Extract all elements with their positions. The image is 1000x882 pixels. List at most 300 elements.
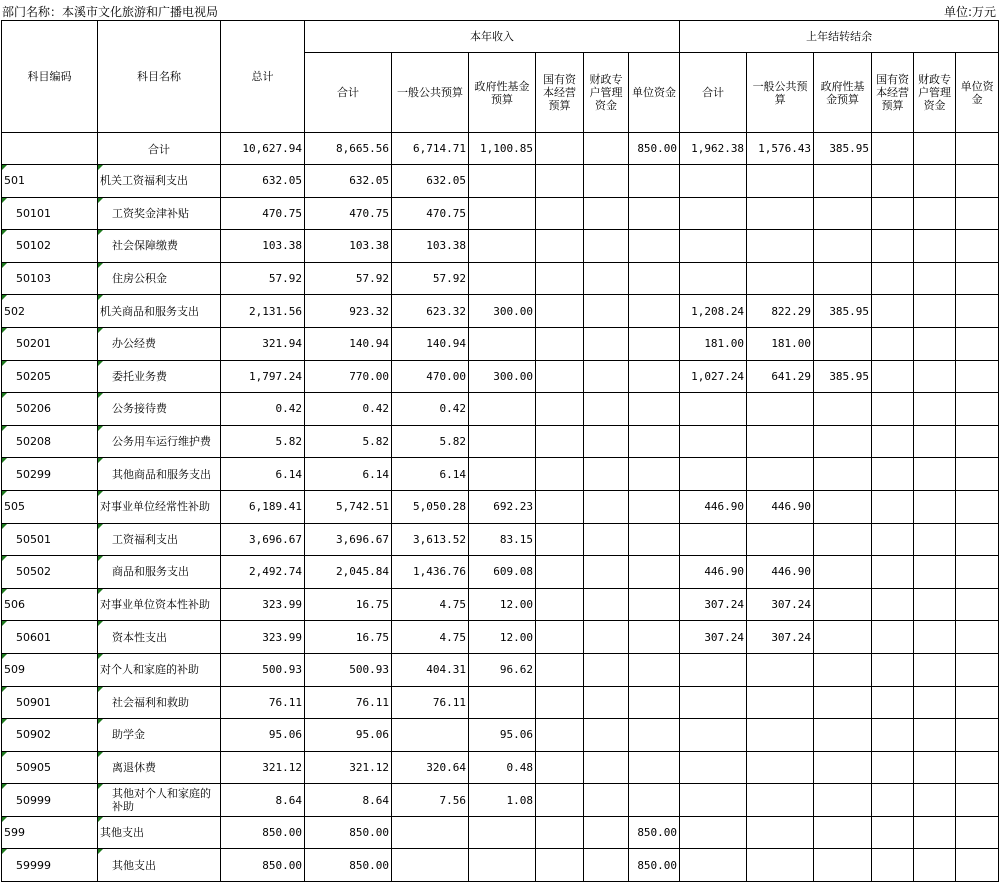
amount-cell <box>536 686 584 719</box>
amount-cell: 446.90 <box>747 556 814 589</box>
amount-cell: 320.64 <box>392 751 469 784</box>
amount-cell <box>914 751 956 784</box>
subject-code <box>2 849 98 882</box>
amount-cell <box>584 816 629 849</box>
amount-cell: 76.11 <box>392 686 469 719</box>
amount-cell <box>680 458 747 491</box>
amount-cell <box>814 197 872 230</box>
amount-cell: 96.62 <box>469 653 536 686</box>
subject-name <box>98 393 221 426</box>
subject-name-text: 公务接待费 <box>112 402 167 416</box>
total-row <box>2 133 999 165</box>
amount-cell: 923.32 <box>305 295 392 328</box>
amount-cell <box>872 165 914 198</box>
amount-cell <box>584 425 629 458</box>
subject-name <box>98 327 221 360</box>
amount-cell <box>680 816 747 849</box>
amount-cell <box>872 393 914 426</box>
amount-cell <box>814 230 872 263</box>
amount-cell <box>747 816 814 849</box>
amount-cell <box>956 751 999 784</box>
amount-cell <box>680 425 747 458</box>
subject-name <box>98 653 221 686</box>
amount-cell <box>536 816 584 849</box>
amount-cell <box>536 784 584 817</box>
subject-code <box>2 295 98 328</box>
amount-cell <box>584 458 629 491</box>
cell-marker-icon <box>98 393 103 398</box>
amount-cell <box>469 230 536 263</box>
amount-cell: 57.92 <box>221 262 305 295</box>
cell-marker-icon <box>98 589 103 594</box>
total-value: 850.00 <box>629 133 680 165</box>
amount-cell <box>814 784 872 817</box>
subject-code-text: 505 <box>4 500 25 514</box>
amount-cell: 5.82 <box>221 425 305 458</box>
cell-marker-icon <box>98 817 103 822</box>
amount-cell <box>872 490 914 523</box>
subject-name-text: 商品和服务支出 <box>112 565 189 579</box>
subject-code <box>2 784 98 817</box>
amount-cell <box>956 523 999 556</box>
amount-cell <box>747 849 814 882</box>
amount-cell: 16.75 <box>305 621 392 654</box>
amount-cell <box>536 588 584 621</box>
amount-cell: 850.00 <box>305 849 392 882</box>
amount-cell <box>536 653 584 686</box>
table-row <box>2 719 999 752</box>
amount-cell: 3,696.67 <box>305 523 392 556</box>
subject-name <box>98 784 221 817</box>
amount-cell <box>629 751 680 784</box>
amount-cell <box>680 523 747 556</box>
subject-name <box>98 686 221 719</box>
amount-cell: 7.56 <box>392 784 469 817</box>
amount-cell <box>872 816 914 849</box>
amount-cell <box>872 425 914 458</box>
subject-name <box>98 556 221 589</box>
table-row <box>2 849 999 882</box>
cell-marker-icon <box>2 687 7 692</box>
cell-marker-icon <box>2 556 7 561</box>
amount-cell <box>536 295 584 328</box>
amount-cell: 850.00 <box>221 849 305 882</box>
amount-cell: 321.94 <box>221 327 305 360</box>
cell-marker-icon <box>98 361 103 366</box>
report-header <box>0 0 1000 20</box>
amount-cell: 140.94 <box>305 327 392 360</box>
amount-cell <box>956 849 999 882</box>
table-row <box>2 490 999 523</box>
header-prior-col: 单位资金 <box>956 53 999 133</box>
amount-cell <box>814 816 872 849</box>
amount-cell <box>956 327 999 360</box>
cell-marker-icon <box>98 654 103 659</box>
amount-cell <box>956 816 999 849</box>
amount-cell <box>584 653 629 686</box>
amount-cell <box>680 262 747 295</box>
amount-cell <box>629 490 680 523</box>
cell-marker-icon <box>2 719 7 724</box>
table-row <box>2 393 999 426</box>
amount-cell: 2,492.74 <box>221 556 305 589</box>
table-row <box>2 425 999 458</box>
header-prior-col: 财政专户管理资金 <box>914 53 956 133</box>
cell-marker-icon <box>2 817 7 822</box>
amount-cell: 404.31 <box>392 653 469 686</box>
amount-cell: 822.29 <box>747 295 814 328</box>
table-row <box>2 621 999 654</box>
amount-cell <box>536 556 584 589</box>
amount-cell <box>680 165 747 198</box>
subject-name-text: 其他商品和服务支出 <box>112 467 211 481</box>
amount-cell <box>469 458 536 491</box>
amount-cell: 770.00 <box>305 360 392 393</box>
amount-cell: 850.00 <box>629 849 680 882</box>
amount-cell: 321.12 <box>305 751 392 784</box>
amount-cell: 470.75 <box>305 197 392 230</box>
subject-code <box>2 686 98 719</box>
subject-name <box>98 458 221 491</box>
amount-cell: 307.24 <box>680 588 747 621</box>
header-prior-col: 一般公共预算 <box>747 53 814 133</box>
subject-code <box>2 653 98 686</box>
amount-cell <box>469 197 536 230</box>
amount-cell: 850.00 <box>305 816 392 849</box>
subject-code-text: 502 <box>4 304 25 318</box>
amount-cell <box>680 784 747 817</box>
header-current-col: 政府性基金预算 <box>469 53 536 133</box>
cell-marker-icon <box>98 687 103 692</box>
amount-cell <box>956 425 999 458</box>
amount-cell <box>914 197 956 230</box>
cell-marker-icon <box>2 361 7 366</box>
amount-cell: 6.14 <box>221 458 305 491</box>
amount-cell <box>814 686 872 719</box>
subject-name-text: 对事业单位经常性补助 <box>100 500 210 514</box>
subject-code-text: 50102 <box>16 239 51 253</box>
amount-cell <box>584 360 629 393</box>
total-value: 6,714.71 <box>392 133 469 165</box>
amount-cell: 8.64 <box>305 784 392 817</box>
amount-cell: 5,050.28 <box>392 490 469 523</box>
cell-marker-icon <box>2 621 7 626</box>
subject-name-text: 离退休费 <box>112 760 156 774</box>
amount-cell: 446.90 <box>680 490 747 523</box>
subject-name-text: 对个人和家庭的补助 <box>100 663 199 677</box>
amount-cell <box>747 165 814 198</box>
subject-code-text: 50101 <box>16 206 51 220</box>
cell-marker-icon <box>98 165 103 170</box>
amount-cell <box>629 230 680 263</box>
subject-name-text: 其他支出 <box>112 858 156 872</box>
amount-cell <box>629 360 680 393</box>
amount-cell: 4.75 <box>392 588 469 621</box>
cell-marker-icon <box>2 589 7 594</box>
subject-code <box>2 621 98 654</box>
subject-code-text: 50601 <box>16 630 51 644</box>
header-current-col: 财政专户管理资金 <box>584 53 629 133</box>
amount-cell <box>872 262 914 295</box>
amount-cell <box>872 230 914 263</box>
amount-cell: 1,027.24 <box>680 360 747 393</box>
amount-cell <box>956 556 999 589</box>
amount-cell <box>747 751 814 784</box>
amount-cell <box>956 230 999 263</box>
amount-cell: 500.93 <box>305 653 392 686</box>
cell-marker-icon <box>98 458 103 463</box>
cell-marker-icon <box>2 752 7 757</box>
amount-cell <box>536 751 584 784</box>
amount-cell: 76.11 <box>221 686 305 719</box>
amount-cell <box>814 458 872 491</box>
header-current-col: 单位资金 <box>629 53 680 133</box>
amount-cell <box>584 751 629 784</box>
amount-cell <box>584 295 629 328</box>
amount-cell <box>680 719 747 752</box>
subject-code <box>2 230 98 263</box>
amount-cell <box>814 719 872 752</box>
amount-cell: 632.05 <box>392 165 469 198</box>
amount-cell: 3,696.67 <box>221 523 305 556</box>
cell-marker-icon <box>98 524 103 529</box>
subject-name <box>98 816 221 849</box>
subject-code-text: 50999 <box>16 793 51 807</box>
amount-cell <box>680 393 747 426</box>
amount-cell: 500.93 <box>221 653 305 686</box>
amount-cell <box>536 327 584 360</box>
cell-marker-icon <box>2 165 7 170</box>
amount-cell <box>914 165 956 198</box>
amount-cell <box>914 556 956 589</box>
amount-cell <box>814 425 872 458</box>
cell-marker-icon <box>98 263 103 268</box>
amount-cell: 385.95 <box>814 295 872 328</box>
amount-cell <box>629 784 680 817</box>
amount-cell: 1,436.76 <box>392 556 469 589</box>
amount-cell <box>814 327 872 360</box>
amount-cell <box>747 197 814 230</box>
cell-marker-icon <box>98 556 103 561</box>
table-row <box>2 751 999 784</box>
subject-code-text: 50901 <box>16 695 51 709</box>
amount-cell <box>914 686 956 719</box>
amount-cell <box>872 458 914 491</box>
amount-cell: 641.29 <box>747 360 814 393</box>
subject-code <box>2 165 98 198</box>
amount-cell <box>814 393 872 426</box>
amount-cell: 12.00 <box>469 621 536 654</box>
amount-cell <box>584 165 629 198</box>
amount-cell <box>680 686 747 719</box>
amount-cell <box>629 523 680 556</box>
header-current-col: 国有资本经营预算 <box>536 53 584 133</box>
amount-cell <box>469 165 536 198</box>
amount-cell <box>814 165 872 198</box>
amount-cell <box>584 588 629 621</box>
cell-marker-icon <box>2 654 7 659</box>
department-name: 部门名称：本溪市文化旅游和广播电视局 <box>2 5 219 19</box>
amount-cell <box>584 262 629 295</box>
amount-cell <box>629 425 680 458</box>
subject-code <box>2 393 98 426</box>
cell-marker-icon <box>2 393 7 398</box>
amount-cell <box>956 621 999 654</box>
subject-code <box>2 327 98 360</box>
cell-marker-icon <box>2 849 7 854</box>
amount-cell <box>872 295 914 328</box>
subject-code-text: 501 <box>4 174 25 188</box>
amount-cell <box>584 197 629 230</box>
amount-cell <box>536 425 584 458</box>
amount-cell: 0.42 <box>305 393 392 426</box>
subject-code-text: 50205 <box>16 369 51 383</box>
amount-cell: 300.00 <box>469 295 536 328</box>
cell-marker-icon <box>2 491 7 496</box>
amount-cell: 181.00 <box>680 327 747 360</box>
amount-cell <box>747 523 814 556</box>
amount-cell <box>536 621 584 654</box>
total-value <box>536 133 584 165</box>
amount-cell <box>872 653 914 686</box>
subject-name <box>98 490 221 523</box>
total-value <box>914 133 956 165</box>
amount-cell <box>629 653 680 686</box>
table-row <box>2 686 999 719</box>
subject-name-text: 工资奖金津补贴 <box>112 206 189 220</box>
table-row <box>2 653 999 686</box>
header-current-col: 一般公共预算 <box>392 53 469 133</box>
amount-cell: 6,189.41 <box>221 490 305 523</box>
amount-cell <box>584 719 629 752</box>
subject-name <box>98 849 221 882</box>
amount-cell <box>584 784 629 817</box>
cell-marker-icon <box>98 491 103 496</box>
subject-code <box>2 490 98 523</box>
amount-cell <box>469 816 536 849</box>
amount-cell <box>629 458 680 491</box>
amount-cell: 2,045.84 <box>305 556 392 589</box>
amount-cell <box>956 686 999 719</box>
subject-code <box>2 262 98 295</box>
amount-cell: 76.11 <box>305 686 392 719</box>
cell-marker-icon <box>2 784 7 789</box>
total-value: 1,576.43 <box>747 133 814 165</box>
amount-cell <box>469 425 536 458</box>
amount-cell <box>469 686 536 719</box>
amount-cell <box>956 490 999 523</box>
amount-cell <box>536 490 584 523</box>
total-label: 合计 <box>98 133 221 165</box>
amount-cell <box>392 816 469 849</box>
amount-cell <box>680 197 747 230</box>
cell-marker-icon <box>98 752 103 757</box>
amount-cell: 16.75 <box>305 588 392 621</box>
amount-cell <box>814 490 872 523</box>
amount-cell <box>680 751 747 784</box>
subject-name-text: 资本性支出 <box>112 630 167 644</box>
amount-cell <box>747 425 814 458</box>
table-row <box>2 262 999 295</box>
amount-cell <box>872 327 914 360</box>
amount-cell <box>914 262 956 295</box>
subject-name <box>98 230 221 263</box>
amount-cell <box>914 360 956 393</box>
amount-cell <box>872 360 914 393</box>
amount-cell <box>747 653 814 686</box>
amount-cell: 385.95 <box>814 360 872 393</box>
subject-code-text: 50208 <box>16 435 51 449</box>
amount-cell: 3,613.52 <box>392 523 469 556</box>
subject-name-text: 工资福利支出 <box>112 532 178 546</box>
subject-name-text: 助学金 <box>112 728 145 742</box>
cell-marker-icon <box>2 198 7 203</box>
header-prior-group: 上年结转结余 <box>680 21 999 53</box>
budget-table <box>1 20 999 882</box>
table-row <box>2 360 999 393</box>
cell-marker-icon <box>2 426 7 431</box>
amount-cell <box>747 262 814 295</box>
header-total: 总计 <box>221 21 305 133</box>
amount-cell <box>914 849 956 882</box>
amount-cell: 57.92 <box>392 262 469 295</box>
amount-cell: 103.38 <box>221 230 305 263</box>
subject-code <box>2 556 98 589</box>
amount-cell: 83.15 <box>469 523 536 556</box>
amount-cell <box>956 653 999 686</box>
cell-marker-icon <box>2 524 7 529</box>
amount-cell: 446.90 <box>747 490 814 523</box>
subject-name <box>98 295 221 328</box>
amount-cell <box>814 262 872 295</box>
amount-cell: 1,208.24 <box>680 295 747 328</box>
subject-name-text: 社会福利和救助 <box>112 695 189 709</box>
amount-cell <box>392 849 469 882</box>
subject-code-text: 506 <box>4 598 25 612</box>
amount-cell <box>914 621 956 654</box>
amount-cell <box>629 686 680 719</box>
amount-cell: 2,131.56 <box>221 295 305 328</box>
cell-marker-icon <box>98 621 103 626</box>
subject-code-text: 50103 <box>16 272 51 286</box>
amount-cell <box>584 393 629 426</box>
amount-cell <box>392 719 469 752</box>
amount-cell <box>814 621 872 654</box>
amount-cell: 95.06 <box>221 719 305 752</box>
amount-cell <box>629 556 680 589</box>
amount-cell: 470.00 <box>392 360 469 393</box>
cell-marker-icon <box>98 230 103 235</box>
amount-cell: 181.00 <box>747 327 814 360</box>
table-row <box>2 784 999 817</box>
subject-name <box>98 165 221 198</box>
amount-cell <box>814 556 872 589</box>
amount-cell: 321.12 <box>221 751 305 784</box>
amount-cell <box>629 197 680 230</box>
amount-cell <box>956 165 999 198</box>
subject-name-text: 办公经费 <box>112 337 156 351</box>
amount-cell: 323.99 <box>221 588 305 621</box>
subject-code <box>2 719 98 752</box>
amount-cell <box>629 295 680 328</box>
amount-cell <box>629 393 680 426</box>
amount-cell <box>584 556 629 589</box>
subject-name <box>98 523 221 556</box>
table-row <box>2 295 999 328</box>
amount-cell <box>629 165 680 198</box>
amount-cell <box>872 621 914 654</box>
subject-code <box>2 523 98 556</box>
